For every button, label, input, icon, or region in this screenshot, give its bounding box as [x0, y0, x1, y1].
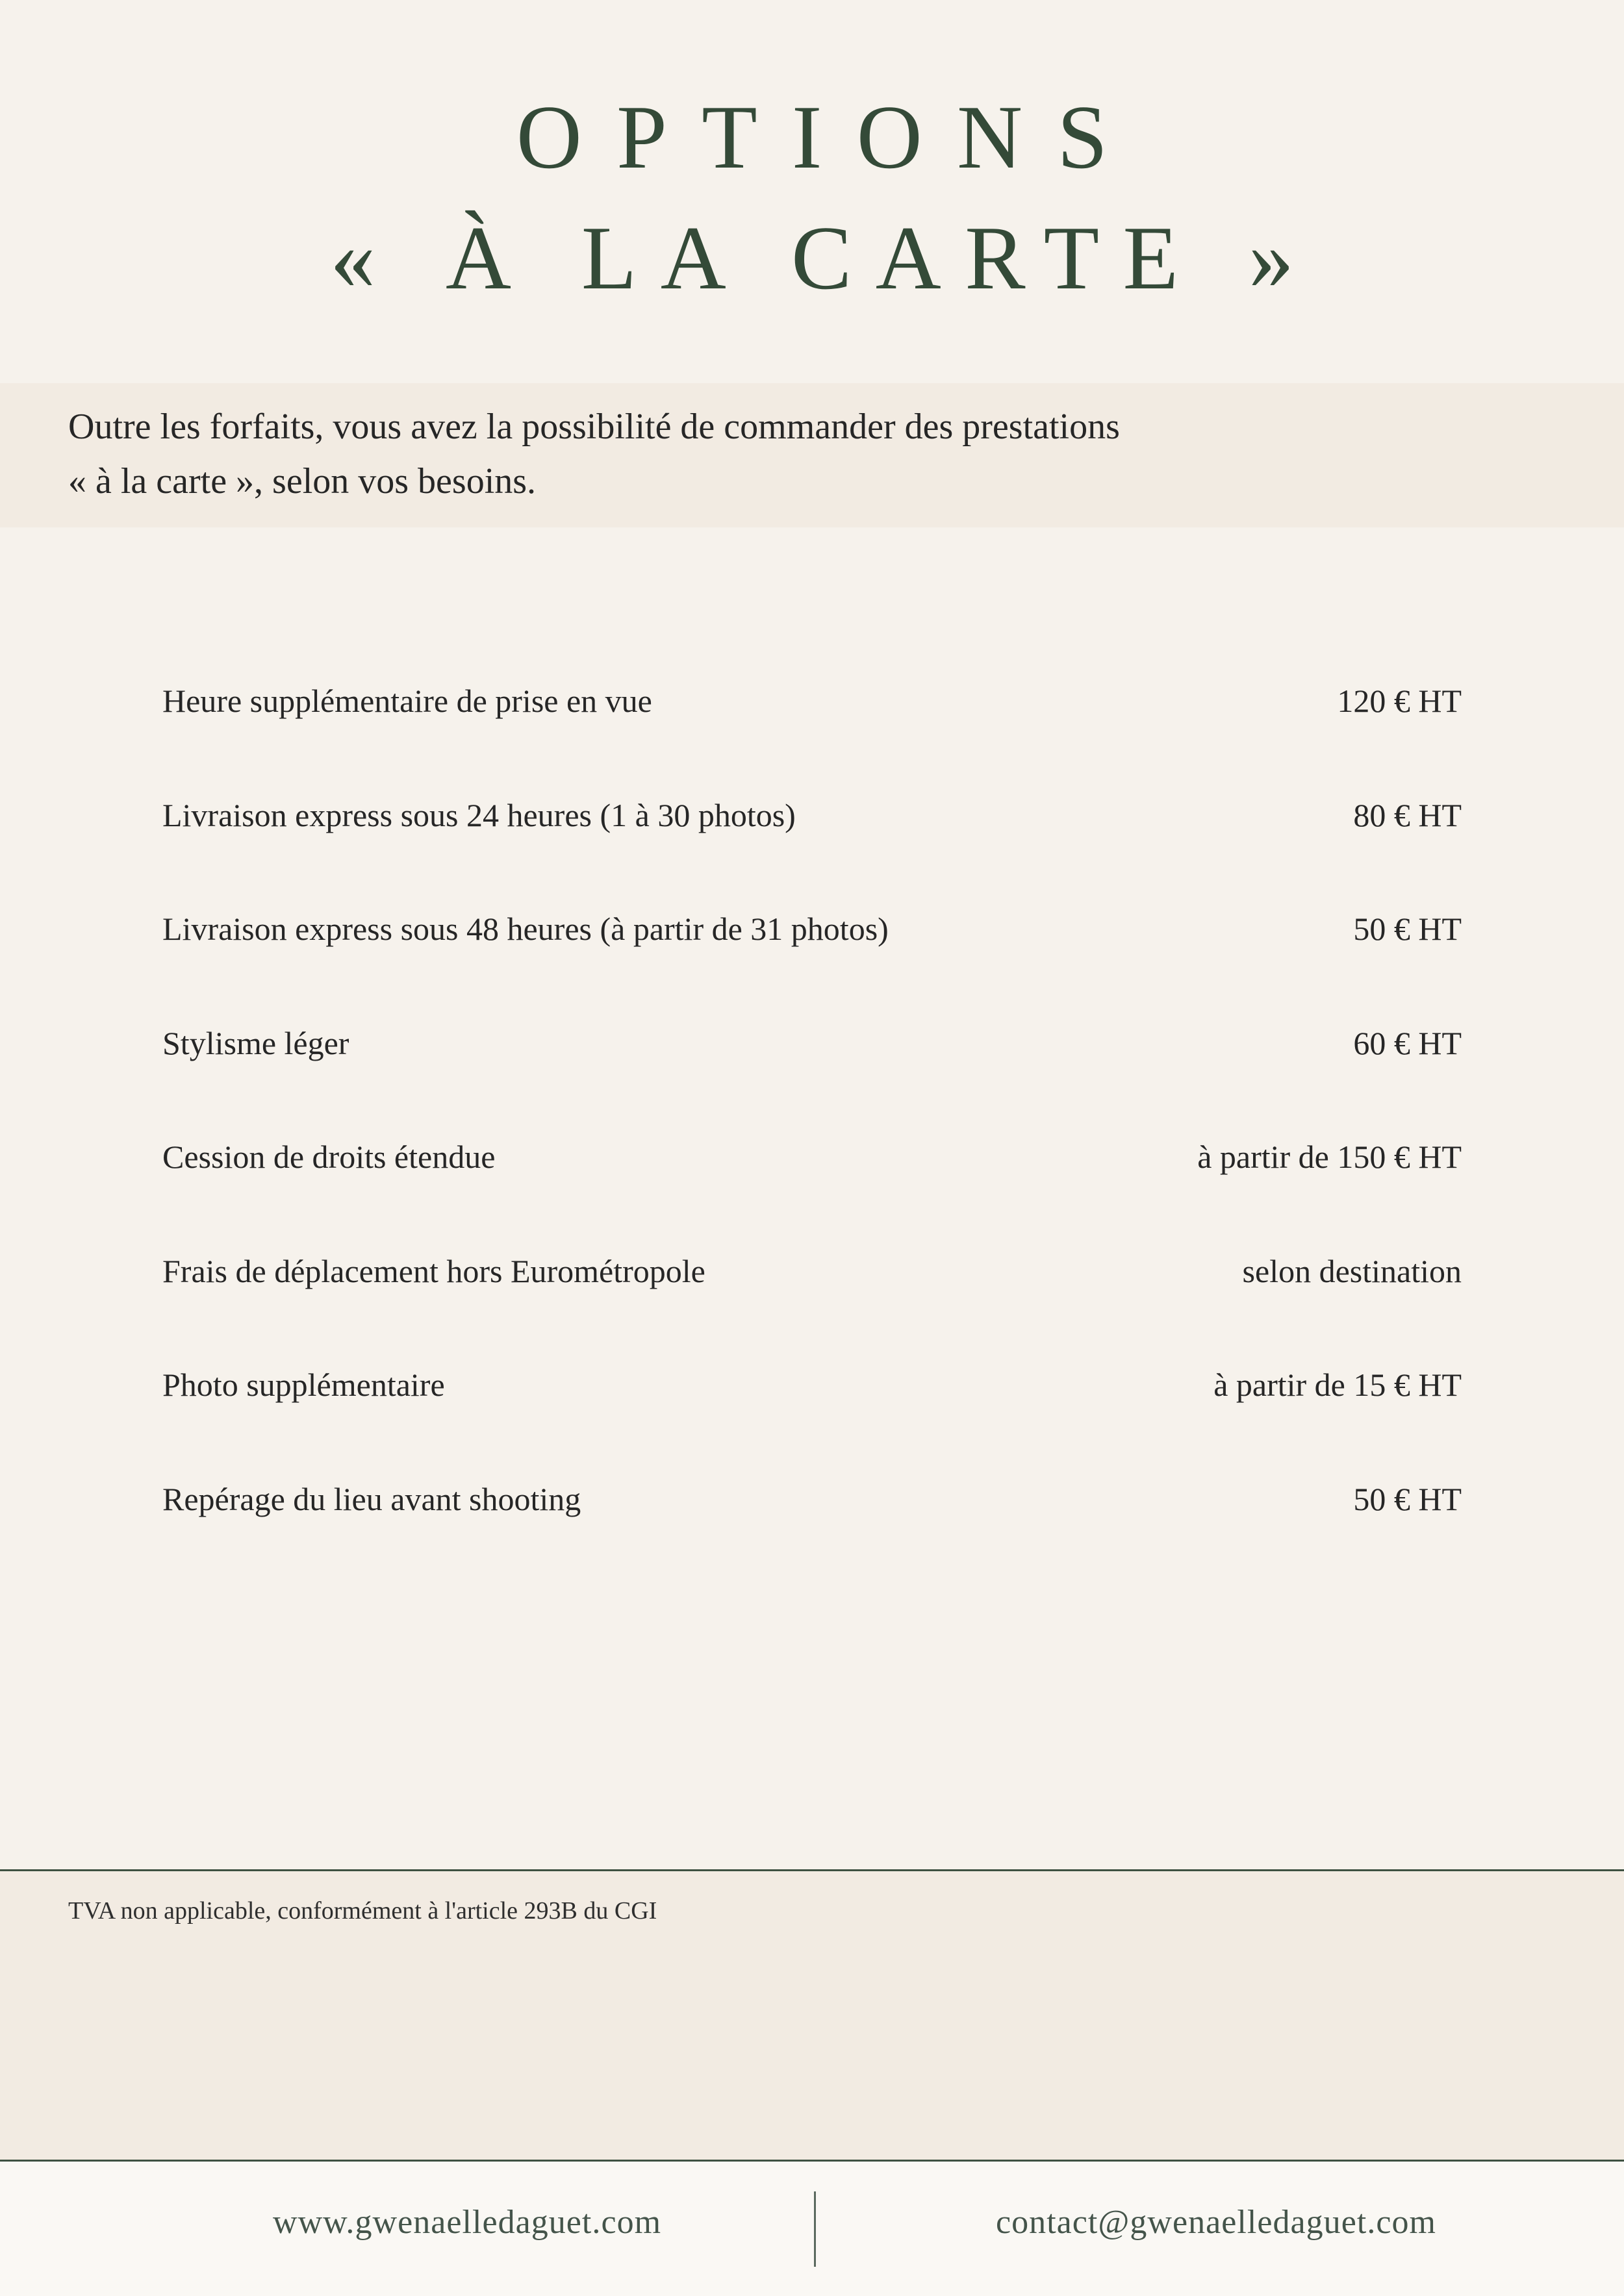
option-label: Frais de déplacement hors Eurométropole [162, 1252, 705, 1289]
intro-line-2: « à la carte », selon vos besoins. [68, 461, 537, 501]
option-price: à partir de 150 € HT [1197, 1139, 1462, 1175]
option-label: Heure supplémentaire de prise en vue [162, 683, 652, 719]
intro-paragraph [68, 399, 1497, 509]
page-title-line-1: OPTIONS [516, 87, 1143, 188]
option-price: 120 € HT [1337, 683, 1462, 719]
option-row [162, 1011, 1462, 1126]
option-price: 50 € HT [1353, 1480, 1462, 1517]
option-label: Cession de droits étendue [162, 1139, 496, 1175]
option-price: 80 € HT [1353, 796, 1462, 833]
option-row [162, 1353, 1462, 1467]
option-row [162, 783, 1462, 898]
vat-note: TVA non applicable, conformément à l'article 293B du CGI [68, 1897, 657, 1924]
option-price: selon destination [1242, 1252, 1462, 1289]
option-label: Livraison express sous 24 heures (1 à 30 photos) [162, 796, 796, 833]
option-price: 60 € HT [1353, 1024, 1462, 1061]
page-title-line-2: « À LA CARTE » [330, 208, 1318, 309]
option-label: Repérage du lieu avant shooting [162, 1480, 581, 1517]
website-link[interactable]: www.gwenaelledaguet.com [273, 2204, 662, 2241]
option-row [162, 1239, 1462, 1354]
option-row [162, 1467, 1462, 1582]
option-row [162, 897, 1462, 1011]
options-list [162, 669, 1462, 1581]
option-row [162, 1125, 1462, 1239]
email-link[interactable]: contact@gwenaelledaguet.com [996, 2204, 1437, 2241]
option-label: Stylisme léger [162, 1024, 349, 1061]
intro-line-1: Outre les forfaits, vous avez la possibilité de commander des prestations [68, 407, 1120, 447]
contact-divider [814, 2191, 816, 2267]
option-price: à partir de 15 € HT [1213, 1367, 1462, 1403]
option-label: Livraison express sous 48 heures (à partir de 31 photos) [162, 911, 889, 947]
option-row [162, 669, 1462, 783]
option-label: Photo supplémentaire [162, 1367, 445, 1403]
option-price: 50 € HT [1353, 911, 1462, 947]
